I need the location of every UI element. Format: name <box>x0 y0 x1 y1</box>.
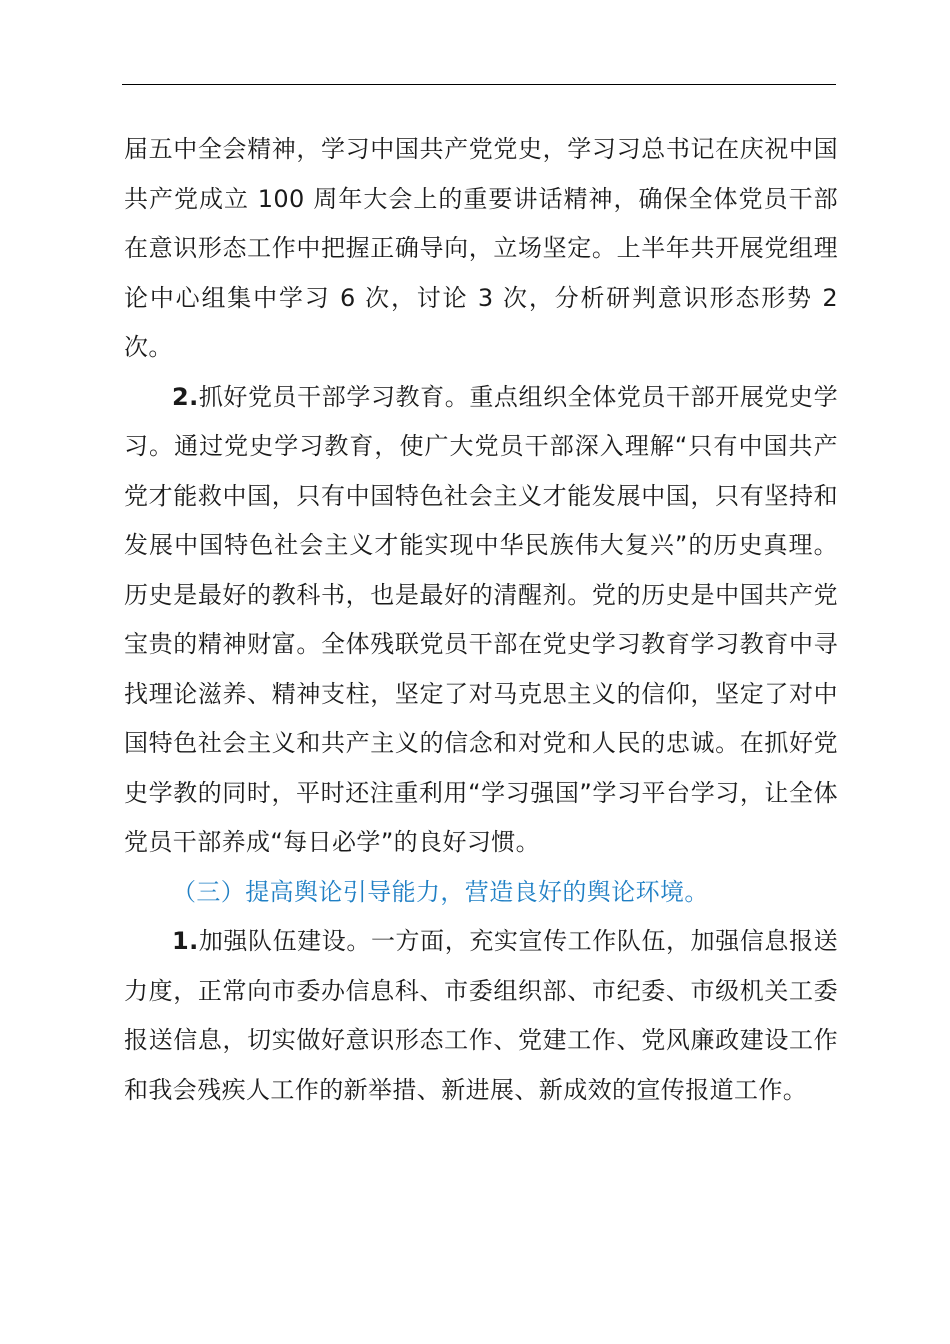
paragraph-theory-study: 届五中全会精神，学习中国共产党党史，学习习总书记在庆祝中国共产党成立 100 周年大会上的重要讲话精神，确保全体党员干部在意识形态工作中把握正确导向，立场坚定。上半年共开展党组理论中心组集中学习 6 次，讨论 3 次，分析研判意识形态形势 2 次。 <box>124 135 838 361</box>
paragraph-text: 加强队伍建设。一方面，充实宣传工作队伍，加强信息报送力度，正常向市委办信息科、市委组织部、市纪委、市级机关工委报送信息，切实做好意识形态工作、党建工作、党风廉政建设工作和我会残疾人工作的新举措、新进展、新成效的宣传报道工作。 <box>124 927 838 1104</box>
document-body <box>124 125 838 1115</box>
paragraph-cadre-education <box>124 373 838 868</box>
header-rule <box>122 84 836 85</box>
section-heading: （三）提高舆论引导能力，营造良好的舆论环境。 <box>172 877 709 906</box>
paragraph-team-building <box>124 917 838 1115</box>
paragraph-text: 抓好党员干部学习教育。重点组织全体党员干部开展党史学习。通过党史学习教育，使广大党员干部深入理解“只有中国共产党才能救中国，只有中国特色社会主义才能发展中国，只有坚持和发展中国特色社会主义才能实现中华民族伟大复兴”的历史真理。历史是最好的教科书，也是最好的清醒剂。党的历史是中国共产党宝贵的精神财富。全体残联党员干部在党史学习教育学习教育中寻找理论滋养、精神支柱，坚定了对马克思主义的信仰，坚定了对中国特色社会主义和共产主义的信念和对党和人民的忠诚。在抓好党史学教的同时，平时还注重利用“学习强国”学习平台学习，让全体党员干部养成“每日必学”的良好习惯。 <box>124 382 838 856</box>
item-number: 1. <box>172 927 199 955</box>
item-number: 2. <box>172 382 199 411</box>
